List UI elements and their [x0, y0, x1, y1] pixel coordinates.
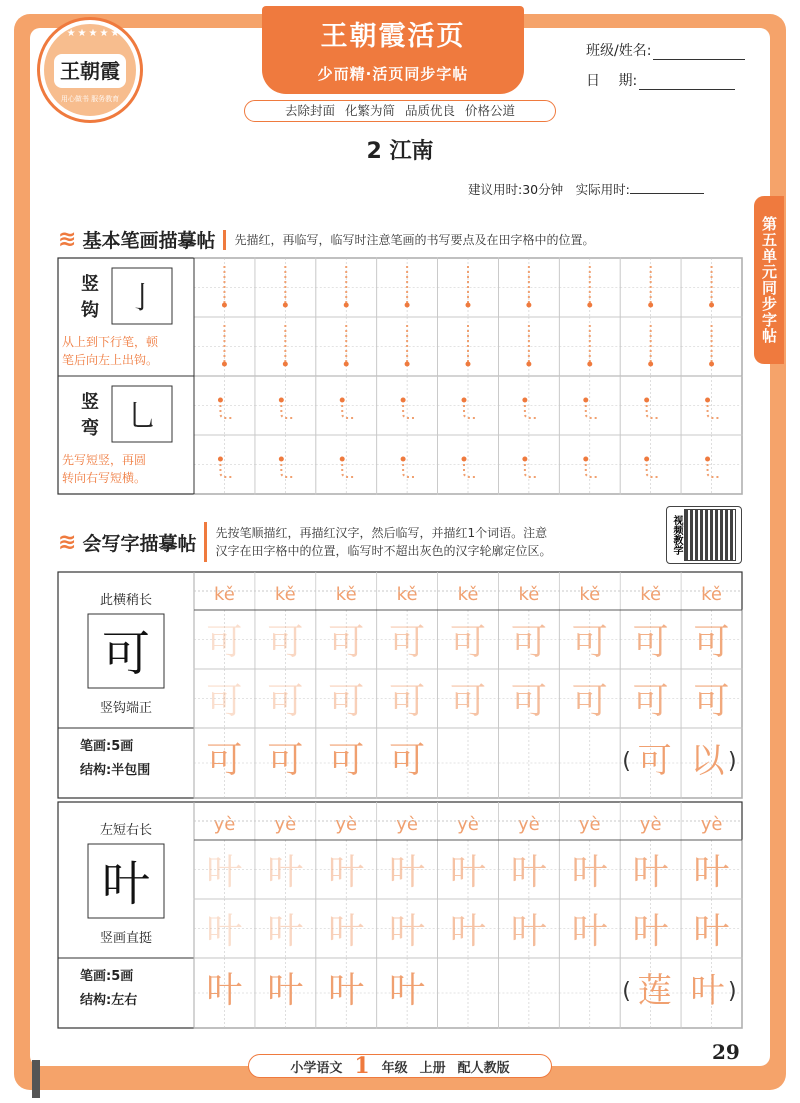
char-trace: 叶: [693, 852, 730, 893]
char-structure: 结构:半包围: [80, 763, 151, 778]
stroke-trace-cell: [194, 376, 255, 435]
section2-heading: 会写字描摹帖: [82, 532, 197, 555]
wave-icon: ≋: [58, 227, 77, 252]
char-trace: 可: [328, 622, 365, 663]
trace-stroke: [464, 400, 476, 418]
char-sample: 可: [101, 626, 151, 682]
trace-stroke: [403, 400, 415, 418]
pinyin-trace: yè: [335, 814, 358, 835]
trace-dot: [522, 457, 527, 462]
trace-stroke: [708, 459, 720, 477]
char-trace: 可: [632, 622, 669, 663]
char-tip-top: 左短右长: [99, 823, 153, 838]
word-cell: [498, 728, 559, 798]
pinyin-trace: yè: [639, 814, 662, 835]
pinyin-trace: yè: [518, 814, 540, 835]
trace-stroke: [586, 459, 598, 477]
stroke-trace-cell: [316, 435, 377, 494]
char-trace: 叶: [206, 852, 243, 893]
char-strokes: 笔画:5画: [80, 739, 134, 754]
char-trace: 可: [206, 622, 243, 663]
word-cell: [438, 958, 499, 1028]
wave-icon: ≋: [58, 529, 77, 555]
char-trace-copy: 可: [328, 740, 365, 781]
trace-dot: [705, 398, 710, 403]
footer-grade-num: 1: [354, 1053, 370, 1079]
class-name-label: 班级/姓名:: [586, 43, 652, 59]
trace-dot: [222, 303, 227, 308]
trace-dot: [648, 362, 653, 367]
paren-open: (: [622, 979, 631, 1004]
trace-dot: [709, 303, 714, 308]
stroke-trace-cell: [255, 435, 316, 494]
stroke-trace-cell: [681, 435, 742, 494]
word-char-2: 以: [690, 741, 725, 781]
pinyin-trace: kě: [396, 584, 418, 605]
stroke-trace-cell: [194, 435, 255, 494]
char-trace: 叶: [571, 852, 608, 893]
char-trace: 叶: [632, 911, 669, 952]
footer-edition: 配人教版: [457, 1060, 510, 1076]
char-trace: 可: [693, 681, 730, 722]
stroke-trace-cell: [498, 435, 559, 494]
char-trace: 叶: [693, 911, 730, 952]
char-trace: 可: [449, 681, 487, 722]
trace-stroke: [220, 400, 232, 418]
word-cell: [559, 958, 620, 1028]
char-trace: 叶: [389, 852, 426, 893]
stroke-trace-cell: [377, 435, 438, 494]
pinyin-trace: yè: [274, 814, 297, 835]
logo-text: 王朝霞: [54, 54, 126, 88]
char-trace: 叶: [632, 852, 669, 893]
pinyin-trace: yè: [213, 814, 236, 835]
pinyin-trace: yè: [578, 814, 601, 835]
pinyin-trace: kě: [274, 584, 296, 605]
page-title: 2 江南: [366, 139, 434, 164]
stroke-glyph: 亅: [127, 281, 157, 316]
char-trace-copy: 可: [206, 740, 243, 781]
char-trace: 可: [389, 622, 426, 663]
char-tip-bottom: 竖画直挺: [99, 931, 153, 946]
trace-dot: [279, 457, 284, 462]
trace-dot: [218, 398, 223, 403]
section2-desc-line2: 汉字在田字格中的位置，临写时不超出灰色的汉字轮廓定位区。: [215, 544, 552, 558]
char-trace-copy: 叶: [206, 970, 243, 1011]
stroke-trace-cell: [255, 376, 316, 435]
char-trace: 可: [267, 681, 304, 722]
char-structure: 结构:左右: [80, 993, 138, 1008]
char-trace: 可: [693, 622, 730, 663]
pinyin-trace: kě: [640, 584, 662, 605]
stroke-trace-cell: [620, 376, 681, 435]
char-trace-copy: 叶: [267, 970, 304, 1011]
trace-dot: [648, 303, 653, 308]
char-trace: 叶: [449, 852, 487, 893]
pinyin-trace: kě: [335, 584, 357, 605]
stroke-desc-line1: 先写短竖，再圆: [62, 453, 147, 467]
trace-dot: [522, 398, 527, 403]
char-trace: 可: [571, 681, 608, 722]
trace-stroke: [342, 459, 354, 477]
trace-dot: [709, 362, 714, 367]
section2-desc-line1: 先按笔顺描红，再描红汉字，然后临写，并描红1个词语。注意: [215, 526, 548, 540]
trace-stroke: [403, 459, 415, 477]
char-trace-copy: 可: [267, 740, 304, 781]
trace-stroke: [525, 459, 537, 477]
banner-title: 王朝霞活页: [320, 21, 466, 52]
word-cell: [559, 728, 620, 798]
trace-dot: [279, 398, 284, 403]
char-trace: 可: [206, 681, 243, 722]
char-trace-copy: 叶: [328, 970, 365, 1011]
time-text: 建议用时:30分钟 实际用时:: [468, 182, 630, 197]
trace-stroke: [281, 400, 293, 418]
trace-stroke: [464, 459, 476, 477]
banner-subtitle: 少而精·活页同步字帖: [317, 65, 469, 83]
trace-dot: [340, 457, 345, 462]
page-number: 29: [712, 1040, 740, 1064]
char-trace: 可: [267, 622, 304, 663]
qr-label: 视频教学: [671, 515, 682, 555]
trace-dot: [344, 362, 349, 367]
trace-dot: [283, 303, 288, 308]
char-trace: 可: [328, 681, 365, 722]
word-cell: [438, 728, 499, 798]
pinyin-trace: kě: [518, 584, 540, 605]
trace-stroke: [342, 400, 354, 418]
stroke-desc-line2: 转向右写短横。: [62, 471, 147, 485]
char-trace: 叶: [389, 911, 426, 952]
paren-open: (: [622, 749, 631, 774]
stroke-trace-cell: [316, 376, 377, 435]
word-cell: [498, 958, 559, 1028]
char-trace: 叶: [267, 911, 304, 952]
paren-close: ): [728, 749, 737, 774]
paren-close: ): [728, 979, 737, 1004]
trace-dot: [466, 362, 471, 367]
trace-dot: [218, 457, 223, 462]
trace-dot: [466, 303, 471, 308]
char-tip-top: 此横稍长: [99, 593, 153, 608]
trace-dot: [344, 303, 349, 308]
char-tip-bottom: 竖钩端正: [99, 701, 153, 716]
trace-dot: [340, 398, 345, 403]
trace-dot: [644, 457, 649, 462]
trace-dot: [405, 303, 410, 308]
char-trace: 可: [632, 681, 669, 722]
pinyin-trace: kě: [701, 584, 722, 605]
pinyin-trace: yè: [457, 814, 479, 835]
stroke-trace-cell: [438, 376, 499, 435]
pinyin-trace: yè: [700, 814, 723, 835]
pinyin-trace: yè: [396, 814, 418, 835]
trace-dot: [462, 398, 467, 403]
trace-stroke: [220, 459, 232, 477]
pinyin-trace: kě: [214, 584, 235, 605]
stroke-desc-line1: 从上到下行笔，顿: [62, 335, 159, 349]
char-trace: 叶: [510, 911, 547, 952]
stroke-name: 竖: [81, 392, 99, 413]
trace-dot: [401, 398, 406, 403]
char-trace-copy: 可: [389, 740, 426, 781]
logo-sub: 用心做书 服务教育: [60, 95, 120, 103]
date-label: 日 期:: [586, 73, 638, 89]
footer-term: 上册: [419, 1060, 446, 1076]
pinyin-trace: kě: [579, 584, 601, 605]
stroke-trace-cell: [559, 376, 620, 435]
stroke-trace-cell: [620, 435, 681, 494]
stroke-trace-cell: [377, 376, 438, 435]
trace-dot: [705, 457, 710, 462]
char-trace: 叶: [206, 911, 243, 952]
char-trace: 叶: [510, 852, 547, 893]
char-trace: 可: [510, 681, 547, 722]
stroke-desc-line2: 笔后向左上出钩。: [62, 353, 159, 367]
stroke-trace-cell: [438, 435, 499, 494]
trace-dot: [587, 303, 592, 308]
stroke-name-2: 弯: [81, 418, 99, 439]
trace-dot: [583, 398, 588, 403]
stroke-trace-cell: [681, 376, 742, 435]
trace-dot: [405, 362, 410, 367]
stroke-trace-cell: [498, 376, 559, 435]
trace-stroke: [708, 400, 720, 418]
trace-stroke: [525, 400, 537, 418]
char-trace: 可: [389, 681, 426, 722]
section1-heading: 基本笔画描摹帖: [82, 230, 216, 252]
trace-dot: [583, 457, 588, 462]
logo-stars-icon: ★★★★★: [66, 28, 122, 39]
trace-dot: [526, 303, 531, 308]
char-trace: 叶: [571, 911, 608, 952]
trace-dot: [222, 362, 227, 367]
char-trace: 可: [449, 622, 487, 663]
section1-desc: 先描红，再临写，临写时注意笔画的书写要点及在田字格中的位置。: [234, 232, 595, 247]
word-char-2: 叶: [690, 971, 725, 1011]
char-strokes: 笔画:5画: [80, 969, 134, 984]
pinyin-trace: kě: [457, 584, 479, 605]
char-trace: 可: [571, 622, 608, 663]
footer-grade-label: 年级: [381, 1060, 408, 1076]
word-char-1: 可: [637, 741, 672, 781]
footer-subject: 小学语文: [290, 1060, 343, 1076]
trace-stroke: [586, 400, 598, 418]
trace-stroke: [281, 459, 293, 477]
stroke-trace-cell: [559, 435, 620, 494]
unit-side-tab: 第五单元同步字帖: [754, 196, 784, 364]
char-sample: 叶: [101, 856, 151, 912]
trace-stroke: [647, 459, 659, 477]
trace-stroke: [647, 400, 659, 418]
stroke-name-2: 钩: [81, 300, 99, 321]
char-trace: 叶: [449, 911, 487, 952]
char-trace: 叶: [328, 911, 365, 952]
char-trace: 叶: [267, 852, 304, 893]
char-trace-copy: 叶: [389, 970, 426, 1011]
trace-dot: [526, 362, 531, 367]
footer-badge: [248, 1054, 552, 1078]
char-trace: 叶: [328, 852, 365, 893]
slogan: 去除封面 化繁为简 品质优良 价格公道: [244, 100, 556, 122]
stroke-glyph: 乚: [127, 399, 157, 434]
trace-dot: [283, 362, 288, 367]
trace-dot: [401, 457, 406, 462]
word-char-1: 莲: [637, 971, 672, 1011]
stroke-name: 竖: [81, 274, 99, 295]
trace-dot: [462, 457, 467, 462]
trace-dot: [644, 398, 649, 403]
char-trace: 可: [510, 622, 547, 663]
trace-dot: [587, 362, 592, 367]
